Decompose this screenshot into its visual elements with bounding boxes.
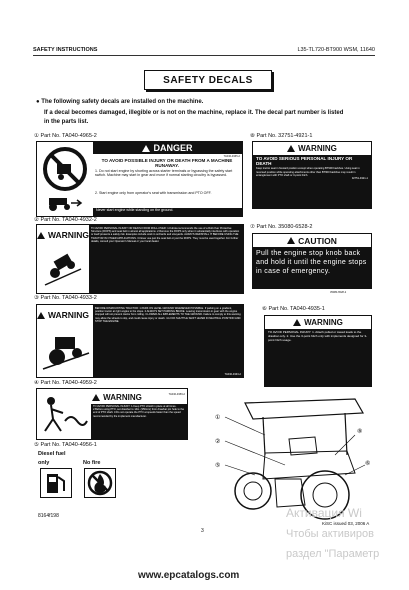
diesel-fuel-label: Diesel fuel	[38, 451, 66, 457]
site-url-watermark[interactable]: www.epcatalogs.com	[138, 570, 240, 581]
caution-signal-word: CAUTION	[298, 235, 337, 246]
part-label-1: ① Part No. TA040-4965-2	[34, 133, 97, 139]
svg-text:⑤: ⑤	[215, 463, 221, 469]
activation-watermark-line1: Активация Wi	[286, 506, 362, 520]
danger-footer-bar: Never start engine while standing on the ground.	[93, 208, 242, 216]
part-label-8: ⑧ Part No. 32751-4921-1	[250, 133, 313, 139]
pto-warning-text: TO AVOID PERSONAL INJURY: 1.Keep PTO shield in place at all times. 2.Before using PTO, set drawbar to 14in. (356mm) from drawbar pin hole to the end of PTO shaft. 3.Do not operate the PTO at speeds faster than the speed recommended by the implement manufacturer.	[91, 404, 187, 439]
decal-rollover-warning	[36, 224, 244, 294]
manual-code: L35-TL720-BT900 WSM, 11640	[297, 47, 375, 53]
danger-item-1: 1. Do not start engine by shorting across starter terminals or bypassing the safety start switch. Machine may start in gear and move if normal starting circuitry is bypassed.	[95, 169, 233, 178]
warning-signal-box	[39, 227, 90, 243]
activation-watermark-line2: Чтобы активиров	[286, 528, 374, 540]
caution-signal-box	[253, 235, 371, 246]
svg-text:⑥: ⑥	[365, 461, 371, 467]
issue-date: KiSC issued 03, 2006 A	[322, 521, 370, 526]
danger-item-2: 2. Start engine only from operator's seat with transmission and PTO OFF.	[95, 191, 212, 195]
intro-text-1: The following safety decals are installed on the machine.	[41, 99, 204, 105]
page-title: SAFETY DECALS	[144, 70, 272, 90]
svg-text:①: ①	[215, 415, 221, 421]
decal-code-7: 35080-6528-2	[330, 291, 347, 294]
part-label-6: ⑥ Part No. TA040-4935-1	[262, 306, 325, 312]
seat-warning-heading: TO AVOID SERIOUS PERSONAL INJURY OR DEATH	[256, 156, 353, 167]
tractor-slope-pictogram	[41, 327, 91, 373]
danger-signal-word: DANGER	[153, 143, 193, 153]
intro-bullet-1: ● The following safety decals are installed on the machine.	[36, 99, 204, 105]
decal-caution	[252, 233, 372, 289]
part-label-2: ② Part No. TA040-4932-2	[34, 217, 97, 223]
warning-signal-word-2: WARNING	[47, 230, 90, 240]
svg-text:②: ②	[215, 439, 221, 445]
part-label-4: ④ Part No. TA040-4959-2	[34, 380, 97, 386]
warning-signal-word-4: WARNING	[103, 392, 142, 402]
decal-dismount-warning	[36, 304, 244, 378]
section-header: SAFETY INSTRUCTIONS	[33, 47, 98, 53]
warning-signal-box-4	[93, 391, 141, 403]
seat-warning-text: Keep tractor seat in forward position except when operating BT900 backhoe. Using seat in reversed position while operating attachments other than BT900 backhoe may result in entanglement with PTO shaft or 3-point hitch.	[256, 167, 360, 177]
warning-signal-word-6: WARNING	[304, 318, 343, 327]
rollover-pictogram	[41, 249, 85, 289]
no-shorting-pictogram	[41, 146, 89, 192]
danger-heading: TO AVOID POSSIBLE INJURY OR DEATH FROM A MACHINE RUNAWAY.	[101, 158, 233, 168]
intro-bullet-2a: If a decal becomes damaged, illegible or is not on the machine, replace it. The decal part number is listed	[44, 110, 344, 116]
header-rule	[33, 55, 375, 56]
no-fire-label: No fire	[83, 460, 101, 466]
diesel-only-label: only	[38, 460, 50, 466]
dismount-warning-text: BEFORE DISMOUNTING TRACTOR: 1.PARK ON LEVEL GROUND WHENEVER POSSIBLE. If parking on a gradient, position tractor at right angles to the slope. 2.ALWAYS SET PARKING BRAKE. Leaving transmission in gear with the engine stopped will not prevent tractor from rolling. 3.LOWER ALL IMPLEMENTS TO THE GROUND. Failure to comply to this warning may allow the wheels to slip, and could cause injury or death. 4.LOCK SHUTTLE SHIFT LEVER IN NEUTRAL POSITION AND STOP THE ENGINE.	[93, 305, 243, 377]
caution-triangle-icon	[287, 237, 295, 244]
decal-danger	[36, 141, 243, 217]
part-label-7: ⑦ Part No. 35080-6528-2	[250, 224, 313, 230]
hitch-warning-text: TO AVOID PERSONAL INJURY: 1. Attach pulled or towed loads to the drawbar only. 2. Use the 3-point hitch only with implements designed for 3-point hitch usage.	[265, 329, 371, 386]
decal-pto-warning	[36, 388, 188, 440]
caution-text: Pull the engine stop knob back and hold it until the engine stops in case of emergency.	[253, 247, 371, 288]
figure-code: 8164f198	[38, 513, 59, 519]
svg-text:⑧: ⑧	[357, 429, 363, 435]
warning-triangle-icon	[37, 312, 45, 319]
pto-entanglement-pictogram	[39, 391, 89, 437]
decal-hitch-warning	[264, 315, 372, 387]
seat-warning-body	[253, 155, 371, 208]
tractor-runaway-pictogram	[41, 194, 89, 212]
decal-seat-warning	[252, 141, 372, 209]
warning-signal-box-6	[265, 317, 371, 328]
warning-triangle-icon	[293, 319, 301, 326]
activation-watermark-line3: раздел "Параметр	[286, 548, 380, 560]
danger-signal-bar	[93, 142, 242, 154]
fuel-pump-icon	[40, 468, 72, 498]
decal-code-1: TA040-4965-2	[223, 155, 240, 158]
no-fire-icon	[84, 468, 116, 498]
decal-code-3: TA040-4933-2	[224, 372, 241, 376]
warning-triangle-icon	[37, 232, 45, 239]
warning-signal-word-8: WARNING	[298, 144, 337, 153]
decal-code-8: 32751-4921-1	[351, 177, 368, 181]
warning-signal-word-3: WARNING	[47, 310, 90, 320]
tractor-illustration	[205, 395, 373, 523]
decal-code-4: TA040-4959-2	[168, 393, 185, 396]
warning-signal-box-3	[39, 307, 90, 323]
part-label-5: ⑤ Part No. TA040-4956-1	[34, 442, 97, 448]
part-label-3: ③ Part No. TA040-4933-2	[34, 295, 97, 301]
rollover-warning-text: TO AVOID PERSONAL INJURY OR DEATH FROM ROLL-OVER: 1.Kubota recommends the use of a Roll-Over Protective Structure (ROPS) and seat belt in almost all applications. 2.Remove the ROPS only when it substantially interferes with operation or itself presents a safety risk. Examples include work in orchards and vineyards. ALWAYS REINSTALL IT BEFORE USING THE TRACTOR IN OTHER APPLICATIONS. 3.Never use just the seat belt or just the ROPS. They must be used together. For further details, consult your Operator's Manual or your local dealer.	[89, 225, 243, 293]
page-number: 3	[201, 528, 204, 534]
warning-signal-box-8	[253, 143, 371, 154]
intro-bullet-2b: in the parts list.	[44, 119, 89, 125]
warning-triangle-icon	[92, 394, 100, 401]
warning-triangle-icon	[287, 145, 295, 152]
warning-triangle-icon	[142, 145, 150, 152]
